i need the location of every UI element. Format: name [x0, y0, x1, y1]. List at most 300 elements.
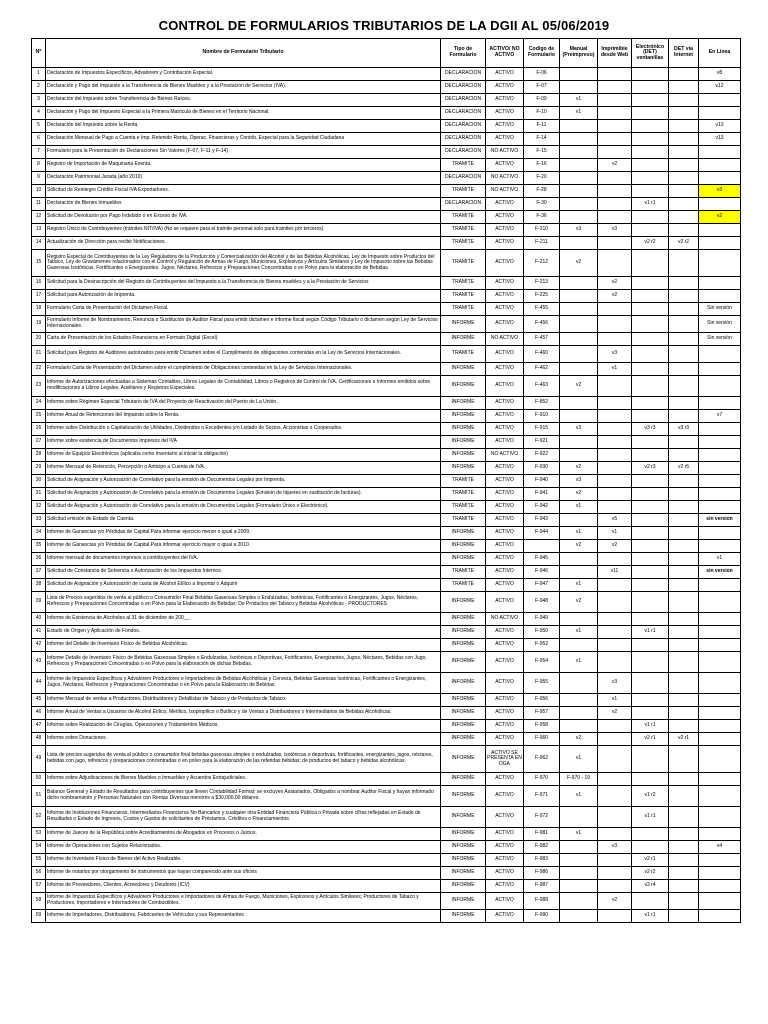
cell-enlinea	[699, 626, 741, 639]
cell-num: 48	[32, 733, 46, 746]
cell-det	[669, 449, 699, 462]
cell-imprimible	[598, 410, 632, 423]
table-row	[32, 893, 741, 910]
cell-det	[669, 828, 699, 841]
cell-codigo: F-957	[524, 707, 560, 720]
cell-tipo: INFORME	[441, 397, 486, 410]
cell-tipo: TRAMITE	[441, 488, 486, 501]
table-row	[32, 854, 741, 867]
table-row	[32, 376, 741, 397]
cell-electronico	[632, 303, 669, 316]
cell-num: 13	[32, 224, 46, 237]
cell-enlinea: v4	[699, 841, 741, 854]
cell-name: Informe de Jueces de la República sobre Acreditamientos de Abogados en Procesos o Juicios.	[46, 828, 441, 841]
table-row	[32, 673, 741, 694]
cell-manual	[560, 303, 598, 316]
cell-codigo: F-455	[524, 303, 560, 316]
cell-codigo: F-942	[524, 501, 560, 514]
cell-imprimible	[598, 237, 632, 250]
cell-codigo: F-956	[524, 694, 560, 707]
cell-manual	[560, 133, 598, 146]
cell-manual: v2	[560, 462, 598, 475]
cell-name: Informe Mensual de ventas a Productores, Distribuidores y Detallistas de Tabaco y de Productos de Tabaco.	[46, 694, 441, 707]
cell-tipo: TRAMITE	[441, 290, 486, 303]
cell-electronico	[632, 553, 669, 566]
cell-codigo: F-960	[524, 733, 560, 746]
page-title: CONTROL DE FORMULARIOS TRIBUTARIOS DE LA DGII AL 05/06/2019	[158, 18, 610, 33]
cell-num: 9	[32, 172, 46, 185]
table-row	[32, 652, 741, 673]
cell-imprimible	[598, 652, 632, 673]
cell-tipo: INFORME	[441, 410, 486, 423]
cell-det	[669, 854, 699, 867]
table-row	[32, 720, 741, 733]
cell-enlinea	[699, 363, 741, 376]
cell-manual: v1	[560, 527, 598, 540]
cell-det	[669, 694, 699, 707]
cell-imprimible: v3	[598, 346, 632, 363]
cell-det	[669, 68, 699, 81]
cell-imprimible: v1	[598, 363, 632, 376]
cell-enlinea	[699, 828, 741, 841]
cell-codigo: F-30	[524, 198, 560, 211]
cell-imprimible	[598, 376, 632, 397]
cell-electronico	[632, 376, 669, 397]
cell-num: 43	[32, 652, 46, 673]
cell-codigo: F-457	[524, 333, 560, 346]
col-header-num: Nº	[32, 39, 46, 68]
cell-activo: ACTIVO	[486, 841, 524, 854]
cell-num: 4	[32, 107, 46, 120]
table-row	[32, 346, 741, 363]
cell-activo: ACTIVO	[486, 81, 524, 94]
cell-codigo: F-983	[524, 854, 560, 867]
cell-codigo: F-958	[524, 720, 560, 733]
cell-det: v3 r3	[669, 423, 699, 436]
cell-tipo: DECLARACION	[441, 68, 486, 81]
cell-codigo: F-10	[524, 107, 560, 120]
table-row	[32, 224, 741, 237]
cell-imprimible	[598, 436, 632, 449]
cell-name: Informe de Existencia de Alcoholes al 31 de diciembre de 200__	[46, 613, 441, 626]
cell-electronico	[632, 397, 669, 410]
cell-name: Informe sobre Donaciones.	[46, 733, 441, 746]
cell-codigo: F-988	[524, 893, 560, 910]
cell-imprimible	[598, 120, 632, 133]
cell-enlinea	[699, 854, 741, 867]
cell-codigo: F-944	[524, 527, 560, 540]
table-row	[32, 613, 741, 626]
cell-activo: ACTIVO	[486, 462, 524, 475]
cell-activo: ACTIVO	[486, 694, 524, 707]
cell-codigo: F-972	[524, 807, 560, 828]
cell-det	[669, 566, 699, 579]
cell-imprimible	[598, 316, 632, 333]
cell-name: Informe Anual de Retenciones del Impuesto sobre la Renta.	[46, 410, 441, 423]
cell-name: Declaración de Impuestos Específicos, Advalorem y Contribución Especial.	[46, 68, 441, 81]
cell-name: Declaración Patrimonial Jurada (año 2010)	[46, 172, 441, 185]
cell-name: Declaración de Bienes Inmuebles	[46, 198, 441, 211]
cell-name: Informe mensual de documentos impresos a contribuyentes del IVA.	[46, 553, 441, 566]
cell-electronico	[632, 107, 669, 120]
forms-table	[31, 38, 741, 923]
cell-manual	[560, 854, 598, 867]
cell-activo: ACTIVO	[486, 237, 524, 250]
cell-codigo: F-06	[524, 68, 560, 81]
cell-imprimible	[598, 133, 632, 146]
cell-name: Informe sobre Distribución o Capitalización de Utilidades, Dividendos o Excedentes y/o Listado de Socios, Accionistas o Cooperados.	[46, 423, 441, 436]
cell-codigo: F-945	[524, 553, 560, 566]
table-row	[32, 462, 741, 475]
cell-imprimible	[598, 880, 632, 893]
cell-electronico	[632, 449, 669, 462]
cell-enlinea	[699, 540, 741, 553]
cell-enlinea	[699, 290, 741, 303]
cell-tipo: TRAMITE	[441, 224, 486, 237]
cell-num: 46	[32, 707, 46, 720]
cell-manual: v1	[560, 107, 598, 120]
cell-det	[669, 346, 699, 363]
cell-codigo: F-952	[524, 639, 560, 652]
cell-num: 2	[32, 81, 46, 94]
cell-num: 51	[32, 786, 46, 807]
cell-electronico	[632, 514, 669, 527]
cell-enlinea	[699, 436, 741, 449]
table-row	[32, 553, 741, 566]
cell-tipo: INFORME	[441, 592, 486, 613]
cell-name: Actualización de Dirección para recibir Notificaciones.	[46, 237, 441, 250]
cell-name: Solicitud de Asignación y Autorización de Correlativo para la emisión de Documentos Legales por Imprenta.	[46, 475, 441, 488]
cell-electronico: v1 r1	[632, 807, 669, 828]
cell-det	[669, 250, 699, 277]
cell-tipo: TRAMITE	[441, 501, 486, 514]
table-row	[32, 501, 741, 514]
cell-imprimible	[598, 449, 632, 462]
cell-tipo: TRAMITE	[441, 211, 486, 224]
table-row	[32, 540, 741, 553]
cell-tipo: INFORME	[441, 363, 486, 376]
cell-det	[669, 81, 699, 94]
cell-codigo: F-456	[524, 316, 560, 333]
cell-codigo: F-11	[524, 120, 560, 133]
cell-det	[669, 652, 699, 673]
cell-activo: ACTIVO	[486, 133, 524, 146]
cell-electronico	[632, 290, 669, 303]
cell-activo: ACTIVO	[486, 224, 524, 237]
cell-imprimible	[598, 579, 632, 592]
table-row	[32, 566, 741, 579]
cell-tipo: INFORME	[441, 694, 486, 707]
cell-electronico	[632, 159, 669, 172]
cell-manual	[560, 867, 598, 880]
cell-manual	[560, 566, 598, 579]
cell-num: 34	[32, 527, 46, 540]
cell-imprimible	[598, 462, 632, 475]
cell-electronico	[632, 146, 669, 159]
cell-activo: ACTIVO	[486, 867, 524, 880]
cell-enlinea	[699, 867, 741, 880]
cell-num: 31	[32, 488, 46, 501]
cell-num: 28	[32, 449, 46, 462]
cell-imprimible	[598, 746, 632, 773]
cell-tipo: INFORME	[441, 707, 486, 720]
cell-electronico: v2 r1	[632, 733, 669, 746]
cell-manual	[560, 120, 598, 133]
table-row	[32, 94, 741, 107]
table-row	[32, 436, 741, 449]
cell-tipo: INFORME	[441, 652, 486, 673]
cell-codigo: F-07	[524, 81, 560, 94]
cell-electronico	[632, 94, 669, 107]
cell-enlinea	[699, 501, 741, 514]
cell-name: Declaración del Impuesto sobre Transferencia de Bienes Raíces.	[46, 94, 441, 107]
cell-imprimible: v2	[598, 707, 632, 720]
cell-enlinea: v3	[699, 185, 741, 198]
cell-manual	[560, 346, 598, 363]
cell-activo: ACTIVO	[486, 540, 524, 553]
cell-enlinea	[699, 527, 741, 540]
cell-tipo: DECLARACION	[441, 107, 486, 120]
cell-name: Informe de Autorizaciones efectuadas a Sistemas Contables, Libros Legales de Contabilidad, Libros o Registros de Control de IVA, Certificaciones e Informes emitidos sobre modificaciones a Libros Legales, Auxiliares y Registros Especiales.	[46, 376, 441, 397]
cell-imprimible	[598, 185, 632, 198]
cell-imprimible	[598, 303, 632, 316]
cell-electronico: v2 r3	[632, 462, 669, 475]
table-row	[32, 841, 741, 854]
cell-num: 59	[32, 910, 46, 923]
cell-enlinea	[699, 488, 741, 501]
cell-electronico	[632, 316, 669, 333]
cell-name: Formulario Informe de Nombramiento, Renuncia o Sustitución de Auditor Fiscal para emitir dictamen e informe fiscal según Código Tributario o dictamen según Ley de Servicios Internacionales.	[46, 316, 441, 333]
cell-electronico	[632, 133, 669, 146]
cell-manual	[560, 673, 598, 694]
cell-tipo: INFORME	[441, 333, 486, 346]
cell-electronico: v1 r2	[632, 786, 669, 807]
cell-manual: v2	[560, 250, 598, 277]
table-row	[32, 198, 741, 211]
table-row	[32, 133, 741, 146]
cell-det	[669, 376, 699, 397]
cell-electronico	[632, 120, 669, 133]
cell-tipo: INFORME	[441, 773, 486, 786]
table-row	[32, 880, 741, 893]
cell-tipo: INFORME	[441, 733, 486, 746]
cell-name: Solicitud para la Desinscripción del Registro de Contribuyentes del Impuesto a la Transferencia de Bienes muebles y a la Prestación de Servicios	[46, 277, 441, 290]
cell-enlinea: v12	[699, 81, 741, 94]
cell-activo: ACTIVO	[486, 720, 524, 733]
cell-det	[669, 707, 699, 720]
cell-codigo: F-950	[524, 626, 560, 639]
cell-enlinea	[699, 462, 741, 475]
cell-det	[669, 514, 699, 527]
col-header-enlinea: En Linea	[699, 39, 741, 68]
cell-electronico	[632, 501, 669, 514]
cell-electronico	[632, 277, 669, 290]
table-row	[32, 363, 741, 376]
cell-electronico	[632, 81, 669, 94]
cell-name: Declaración y Pago del Impuesto a la Transferencia de Bienes Muebles y a la Prestación de Servicios (IVA).	[46, 81, 441, 94]
cell-tipo: INFORME	[441, 841, 486, 854]
cell-manual: v1	[560, 501, 598, 514]
cell-codigo: F-971	[524, 786, 560, 807]
cell-name: Informe Anual de Ventas a Usuarios de Alcohol Etílico, Metílico, Isopropílico o Butílico y de Ventas a Distribuidores o Intermediarios de Bebidas Alcohólicas.	[46, 707, 441, 720]
cell-name: Informe de Operaciones con Sujetos Relacionados.	[46, 841, 441, 854]
cell-manual: v1	[560, 626, 598, 639]
cell-imprimible	[598, 250, 632, 277]
cell-imprimible: v2	[598, 277, 632, 290]
cell-manual	[560, 436, 598, 449]
col-header-codigo: Codigo de Formulario	[524, 39, 560, 68]
cell-manual: v2	[560, 733, 598, 746]
cell-det: v2 r5	[669, 462, 699, 475]
cell-name: Informe de Impuestos Específicos y Advalorem Productores e Importadores de Bebidas Alcohólicas y Cerveza, Bebidas Gaseosas Isotónicas, Fortificantes o Energizantes, Jugos, Néctares, Refrescos y Preparaciones Concentradas o en Polvo para la Elaboración de Bebidas.	[46, 673, 441, 694]
cell-activo: ACTIVO	[486, 211, 524, 224]
cell-name: Solicitud de Asignación y Autorización de Correlativo para la emisión de Documentos Legales (Formulario Único o Electrónico).	[46, 501, 441, 514]
cell-activo: ACTIVO	[486, 639, 524, 652]
table-row	[32, 159, 741, 172]
cell-codigo: F-20	[524, 172, 560, 185]
cell-enlinea	[699, 733, 741, 746]
table-row	[32, 410, 741, 423]
cell-name: Lista de precios sugeridos de venta al público o consumidor final bebidas gaseosas simples o endulzadas, isotónicas o deportivas, fortificantes, energizantes, jugos, néctares, bebidas con jugo, refrescos y preparaciones concentradas o en polvo para la elaboración de las referidas bebidas; de productos del tabaco y bebidas alcohólicas.	[46, 746, 441, 773]
cell-det	[669, 185, 699, 198]
table-row	[32, 172, 741, 185]
cell-det	[669, 397, 699, 410]
cell-num: 7	[32, 146, 46, 159]
table-row	[32, 807, 741, 828]
cell-manual: v1	[560, 746, 598, 773]
cell-activo: ACTIVO	[486, 423, 524, 436]
cell-tipo: DECLARACION	[441, 94, 486, 107]
cell-electronico: v2 r2	[632, 237, 669, 250]
cell-activo: ACTIVO	[486, 880, 524, 893]
cell-tipo: INFORME	[441, 910, 486, 923]
cell-codigo	[524, 540, 560, 553]
cell-enlinea	[699, 146, 741, 159]
cell-num: 10	[32, 185, 46, 198]
table-row	[32, 316, 741, 333]
cell-tipo: DECLARACION	[441, 198, 486, 211]
cell-tipo: INFORME	[441, 807, 486, 828]
cell-enlinea: v13	[699, 120, 741, 133]
cell-enlinea	[699, 475, 741, 488]
cell-electronico: v2 r1	[632, 854, 669, 867]
cell-codigo: F-982	[524, 841, 560, 854]
table-row	[32, 185, 741, 198]
cell-activo: ACTIVO	[486, 436, 524, 449]
cell-imprimible	[598, 333, 632, 346]
cell-det	[669, 436, 699, 449]
cell-activo: ACTIVO	[486, 346, 524, 363]
cell-enlinea	[699, 94, 741, 107]
cell-codigo: F-225	[524, 290, 560, 303]
cell-num: 33	[32, 514, 46, 527]
cell-num: 58	[32, 893, 46, 910]
cell-tipo: INFORME	[441, 376, 486, 397]
cell-imprimible	[598, 639, 632, 652]
cell-num: 24	[32, 397, 46, 410]
cell-electronico	[632, 613, 669, 626]
cell-tipo: INFORME	[441, 786, 486, 807]
cell-name: Carta de Presentación de los Estados Financieros en Formato Digital (Excel)	[46, 333, 441, 346]
cell-electronico	[632, 346, 669, 363]
cell-tipo: TRAMITE	[441, 159, 486, 172]
table-row	[32, 333, 741, 346]
table-row	[32, 290, 741, 303]
cell-num: 36	[32, 553, 46, 566]
cell-name: Solicitud emisión de Estado de Cuenta.	[46, 514, 441, 527]
cell-name: Informe Detalle de Inventario Físico de Bebidas Gaseosas Simples o Endulzadas, Isotónicas o Deportivas, Fortificantes, Energizantes, Jugos, Néctares, Bebidas con Jugo, Refrescos y Preparaciones Concentradas o en Polvo para la elaboración de dichas Bebidas.	[46, 652, 441, 673]
cell-manual	[560, 277, 598, 290]
cell-imprimible	[598, 423, 632, 436]
cell-manual: v1	[560, 652, 598, 673]
cell-electronico	[632, 707, 669, 720]
cell-name: Informe de Equipos Electrónicos (aplicaba como inventario al iniciar la obligación)	[46, 449, 441, 462]
cell-tipo: INFORME	[441, 720, 486, 733]
cell-det	[669, 363, 699, 376]
cell-activo: ACTIVO	[486, 198, 524, 211]
cell-num: 40	[32, 613, 46, 626]
cell-electronico	[632, 185, 669, 198]
cell-manual: v2	[560, 488, 598, 501]
cell-enlinea	[699, 423, 741, 436]
cell-enlinea	[699, 807, 741, 828]
cell-num: 53	[32, 828, 46, 841]
cell-tipo: TRAMITE	[441, 579, 486, 592]
cell-det: v2 r2	[669, 237, 699, 250]
cell-codigo: F-910	[524, 410, 560, 423]
cell-activo: ACTIVO	[486, 773, 524, 786]
cell-name: Solicitud de Devolución por Pago Indebido o en Exceso de IVA.	[46, 211, 441, 224]
cell-num: 30	[32, 475, 46, 488]
cell-imprimible	[598, 592, 632, 613]
cell-electronico	[632, 592, 669, 613]
cell-manual	[560, 81, 598, 94]
col-header-det: DET via Internet	[669, 39, 699, 68]
cell-imprimible: v11	[598, 566, 632, 579]
cell-electronico	[632, 694, 669, 707]
cell-manual	[560, 893, 598, 910]
cell-electronico	[632, 436, 669, 449]
cell-enlinea	[699, 376, 741, 397]
cell-imprimible	[598, 613, 632, 626]
cell-manual	[560, 910, 598, 923]
cell-codigo: F-990	[524, 910, 560, 923]
cell-det	[669, 673, 699, 694]
cell-manual	[560, 807, 598, 828]
cell-activo: ACTIVO	[486, 828, 524, 841]
table-row	[32, 250, 741, 277]
cell-num: 21	[32, 346, 46, 363]
table-row	[32, 146, 741, 159]
cell-imprimible	[598, 786, 632, 807]
table-row	[32, 707, 741, 720]
cell-num: 16	[32, 277, 46, 290]
cell-tipo: DECLARACION	[441, 120, 486, 133]
cell-det	[669, 613, 699, 626]
cell-num: 6	[32, 133, 46, 146]
col-header-manual: Manual (Preimpreso)	[560, 39, 598, 68]
cell-det	[669, 501, 699, 514]
cell-tipo: TRAMITE	[441, 185, 486, 198]
cell-codigo: F-15	[524, 146, 560, 159]
cell-manual: v3	[560, 423, 598, 436]
cell-enlinea: sin version	[699, 566, 741, 579]
cell-enlinea	[699, 613, 741, 626]
cell-activo: ACTIVO	[486, 488, 524, 501]
cell-det	[669, 786, 699, 807]
cell-activo: ACTIVO	[486, 626, 524, 639]
cell-enlinea	[699, 652, 741, 673]
